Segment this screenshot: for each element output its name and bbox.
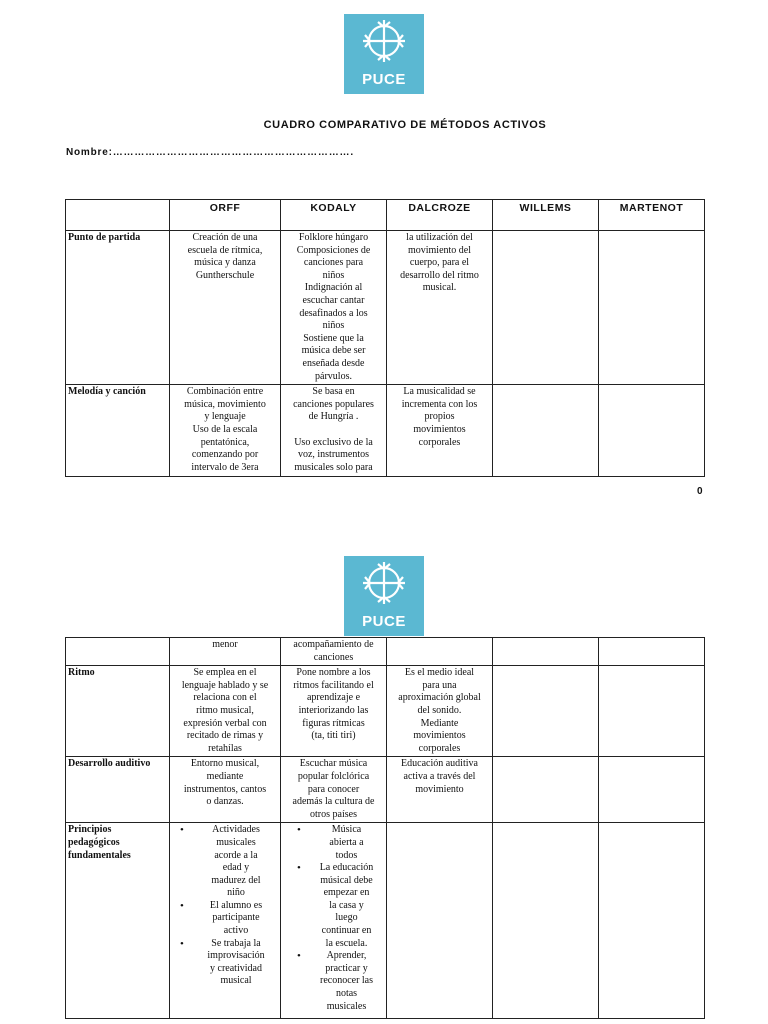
kodaly-cell bbox=[281, 757, 387, 823]
cell-text-line: Combinación entre bbox=[186, 386, 264, 398]
list-item-line: • Música bbox=[331, 824, 362, 836]
cell-text-line: aproximación global bbox=[398, 692, 481, 704]
name-field-line: Nombre:…………………………………………………………. bbox=[66, 147, 354, 158]
header-martenot: MARTENOT bbox=[599, 200, 705, 231]
cell-text-line: interiorizando las bbox=[298, 704, 369, 716]
kodaly-cell bbox=[281, 666, 387, 757]
puce-logo bbox=[344, 556, 424, 636]
cell-text-line: activa a través del bbox=[403, 770, 476, 782]
list-item bbox=[313, 824, 380, 862]
cell-text-line: movimientos bbox=[413, 423, 466, 435]
list-item-line: todos bbox=[335, 849, 358, 861]
list-item bbox=[313, 950, 380, 1013]
cell-text-line: voz, instrumentos bbox=[297, 449, 370, 461]
cell-text-line: cuerpo, para el bbox=[409, 257, 470, 269]
cell-text-line: y lenguaje bbox=[204, 411, 246, 423]
document-title: CUADRO COMPARATIVO DE MÉTODOS ACTIVOS bbox=[263, 119, 547, 131]
list-item-line: musicales bbox=[216, 836, 256, 848]
cell-text-line: para conocer bbox=[307, 783, 360, 795]
cell-text-line: propios bbox=[424, 411, 455, 423]
table-row bbox=[66, 666, 705, 757]
cell-text-line: Educación auditiva bbox=[401, 758, 478, 770]
list-item bbox=[313, 862, 380, 950]
cell-text-line: enseñada desde bbox=[302, 357, 365, 369]
orff-cell bbox=[170, 385, 281, 477]
list-item-line: abierta a bbox=[329, 836, 364, 848]
cell-text-line: además la cultura de bbox=[292, 796, 375, 808]
cell-text-line: canciones bbox=[313, 651, 354, 663]
cell-text-line: escuchar cantar bbox=[302, 294, 365, 306]
list-item-line: • Aprender, bbox=[326, 950, 367, 962]
list-item-line: notas bbox=[335, 988, 358, 1000]
page-number: 0 bbox=[697, 486, 703, 497]
martenot-cell bbox=[599, 823, 705, 1019]
list-item-line: edad y bbox=[222, 862, 250, 874]
row-label: Desarrollo auditivo bbox=[66, 757, 170, 823]
orff-cell bbox=[170, 638, 281, 666]
list-item bbox=[194, 900, 278, 938]
willems-cell bbox=[493, 823, 599, 1019]
dalcroze-cell bbox=[387, 757, 493, 823]
cell-text-line: recitado de rimas y bbox=[186, 730, 264, 742]
list-item-line: • Se trabaja la bbox=[211, 937, 261, 949]
cell-text-line: (ta, titi tiri) bbox=[311, 730, 356, 742]
row-label: Melodía y canción bbox=[66, 385, 170, 477]
cell-text-line: o danzas. bbox=[206, 796, 244, 808]
cell-text-line: relaciona con el bbox=[193, 692, 257, 704]
list-item-line: y creatividad bbox=[210, 962, 262, 974]
cell-text-line: fundamentales bbox=[68, 849, 131, 861]
comparison-table-page-2 bbox=[65, 637, 705, 1019]
cell-text-line: comenzando por bbox=[191, 449, 259, 461]
list-item-line: luego bbox=[335, 912, 358, 924]
martenot-cell bbox=[599, 231, 705, 385]
kodaly-cell bbox=[281, 385, 387, 477]
cell-text-line: desafinados a los bbox=[299, 307, 368, 319]
cell-text-line: Mediante bbox=[420, 717, 459, 729]
cell-text-line: escuela de rítmica, bbox=[187, 244, 263, 256]
cell-text-line: ritmos facilitando el bbox=[293, 679, 374, 691]
cell-text-line: Composiciones de bbox=[296, 244, 371, 256]
list-item-line: • La educación bbox=[319, 862, 374, 874]
cell-text-line: del sonido. bbox=[417, 704, 462, 716]
list-item-line: madurez del bbox=[211, 874, 261, 886]
list-item-line: improvisación bbox=[207, 950, 265, 962]
table-row bbox=[66, 757, 705, 823]
row-label bbox=[66, 823, 170, 1019]
cell-text-line: Sostiene que la bbox=[303, 332, 364, 344]
table-row bbox=[66, 231, 705, 385]
cell-text-line: Folklore húngaro bbox=[298, 232, 369, 243]
cell-text-line: niños bbox=[322, 269, 345, 281]
cell-text-line: intervalo de 3era bbox=[191, 461, 259, 473]
cell-text-line: incrementa con los bbox=[401, 398, 478, 410]
cell-text-line: Se emplea en el bbox=[193, 667, 257, 679]
cell-text-line: aprendizaje e bbox=[306, 692, 361, 704]
kodaly-principles-list bbox=[283, 824, 384, 1013]
dalcroze-cell bbox=[387, 638, 493, 666]
header-orff: ORFF bbox=[170, 200, 281, 231]
row-label: Ritmo bbox=[66, 666, 170, 757]
cell-text-line: niños bbox=[322, 320, 345, 332]
cell-text-line: canciones populares bbox=[293, 398, 374, 410]
cell-text-line: acompañamiento de bbox=[293, 639, 374, 650]
header-kodaly: KODALY bbox=[281, 200, 387, 231]
cell-text-line: La musicalidad se bbox=[403, 386, 476, 398]
orff-cell bbox=[170, 757, 281, 823]
cell-text-line: Entorno musical, bbox=[190, 758, 260, 770]
cell-text-line: movimiento bbox=[415, 783, 464, 795]
cell-text-line: menor bbox=[212, 639, 238, 650]
cell-text-line: música debe ser bbox=[301, 345, 366, 357]
cell-text-line: Se basa en bbox=[312, 386, 355, 398]
puce-cross-emblem-icon bbox=[361, 560, 407, 606]
cell-text-line: párvulos. bbox=[315, 370, 352, 382]
list-item bbox=[194, 824, 278, 900]
logo-text: PUCE bbox=[362, 613, 406, 630]
willems-cell bbox=[493, 638, 599, 666]
list-item-line: practicar y bbox=[325, 962, 368, 974]
header-empty bbox=[66, 200, 170, 231]
dalcroze-cell bbox=[387, 231, 493, 385]
puce-logo bbox=[344, 14, 424, 94]
cell-text-line: Creación de una bbox=[192, 232, 258, 243]
orff-principles-list bbox=[172, 824, 278, 988]
cell-text-line: pedagógicos bbox=[68, 836, 120, 848]
martenot-cell bbox=[599, 385, 705, 477]
list-item-line: continuar en bbox=[321, 925, 372, 937]
cell-text-line: movimiento del bbox=[407, 244, 472, 256]
row-label: Punto de partida bbox=[66, 231, 170, 385]
comparison-table-page-1 bbox=[65, 199, 705, 477]
kodaly-cell bbox=[281, 231, 387, 385]
cell-text-line: figuras rítmicas bbox=[302, 717, 365, 729]
table-header-row bbox=[66, 200, 705, 231]
list-item-line: empezar en bbox=[323, 887, 370, 899]
list-item-line: musical bbox=[220, 975, 252, 987]
cell-text-line: Guntherschule bbox=[195, 269, 255, 281]
list-item-line: músical debe bbox=[320, 874, 373, 886]
header-dalcroze: DALCROZE bbox=[387, 200, 493, 231]
dalcroze-cell bbox=[387, 823, 493, 1019]
cell-text-line: canciones para bbox=[303, 257, 364, 269]
dalcroze-cell bbox=[387, 666, 493, 757]
list-item-line: • El alumno es bbox=[209, 899, 263, 911]
willems-cell bbox=[493, 757, 599, 823]
martenot-cell bbox=[599, 666, 705, 757]
cell-text-line: corporales bbox=[418, 436, 461, 448]
cell-text-line: musicales solo para bbox=[294, 461, 373, 473]
cell-text-line: expresión verbal con bbox=[183, 717, 267, 729]
cell-text-line: instrumentos, cantos bbox=[183, 783, 267, 795]
kodaly-cell bbox=[281, 823, 387, 1019]
cell-text-line: Uso exclusivo de la bbox=[294, 436, 373, 448]
table-row bbox=[66, 385, 705, 477]
cell-text-line: otros países bbox=[310, 808, 357, 820]
cell-text-line: corporales bbox=[418, 742, 461, 754]
table-row bbox=[66, 638, 705, 666]
cell-text-line: lenguaje hablado y se bbox=[181, 679, 269, 691]
willems-cell bbox=[493, 231, 599, 385]
list-item-line: participante bbox=[212, 912, 260, 924]
dalcroze-cell bbox=[387, 385, 493, 477]
list-item-line: la escuela. bbox=[325, 937, 368, 949]
list-item-line: • Actividades bbox=[212, 824, 260, 836]
header-willems: WILLEMS bbox=[493, 200, 599, 231]
martenot-cell bbox=[599, 757, 705, 823]
cell-text-line: movimientos bbox=[413, 730, 466, 742]
cell-text-line bbox=[283, 424, 384, 437]
cell-text-line: Uso de la escala bbox=[192, 423, 258, 435]
orff-cell bbox=[170, 823, 281, 1019]
cell-text-line: la utilización del bbox=[406, 232, 473, 243]
cell-text-line: Es el medio ideal bbox=[404, 667, 475, 679]
cell-text-line: pentatónica, bbox=[200, 436, 250, 448]
cell-text-line: desarrollo del ritmo bbox=[400, 269, 479, 281]
list-item bbox=[194, 938, 278, 988]
willems-cell bbox=[493, 666, 599, 757]
cell-text-line: de Hungría . bbox=[308, 411, 359, 423]
cell-text-line: mediante bbox=[206, 770, 244, 782]
cell-text-line: para una bbox=[422, 679, 457, 691]
cell-text-line: Principios bbox=[68, 824, 112, 836]
list-item-line: activo bbox=[223, 925, 249, 937]
list-item-line: reconocer las bbox=[319, 975, 374, 987]
willems-cell bbox=[493, 385, 599, 477]
cell-text-line: Pone nombre a los bbox=[296, 667, 371, 679]
cell-text-line: Indignación al bbox=[304, 282, 363, 294]
logo-text: PUCE bbox=[362, 71, 406, 88]
table-row-principios bbox=[66, 823, 705, 1019]
list-item-line: la casa y bbox=[329, 899, 364, 911]
kodaly-cell bbox=[281, 638, 387, 666]
orff-cell bbox=[170, 666, 281, 757]
orff-cell bbox=[170, 231, 281, 385]
puce-cross-emblem-icon bbox=[361, 18, 407, 64]
cell-text-line: popular folclórica bbox=[297, 770, 370, 782]
row-label bbox=[66, 638, 170, 666]
cell-text-line: retahílas bbox=[208, 742, 242, 754]
cell-text-line: Escuchar música bbox=[299, 758, 368, 770]
cell-text-line: ritmo musical, bbox=[196, 704, 254, 716]
cell-text-line: música, movimiento bbox=[184, 398, 266, 410]
martenot-cell bbox=[599, 638, 705, 666]
cell-text-line: musical. bbox=[422, 282, 457, 294]
cell-text-line: música y danza bbox=[194, 257, 256, 269]
list-item-line: musicales bbox=[326, 1000, 367, 1012]
list-item-line: acorde a la bbox=[214, 849, 258, 861]
list-item-line: niño bbox=[227, 887, 245, 899]
